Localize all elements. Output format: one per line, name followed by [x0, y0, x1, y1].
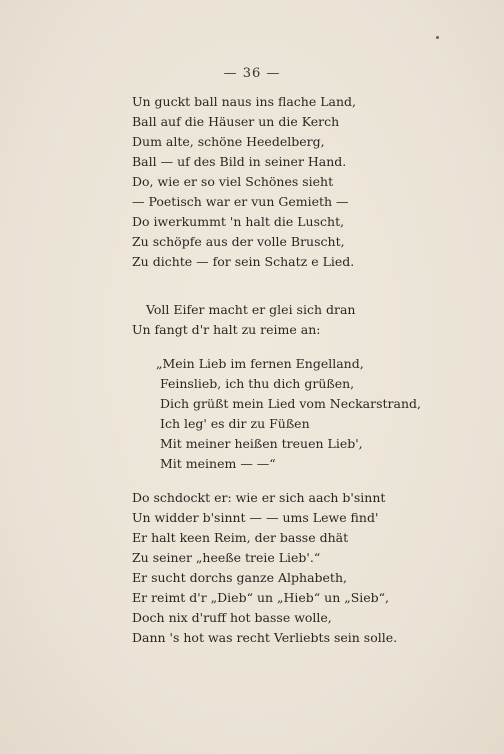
poem-line: Do iwerkummt 'n halt die Luscht, — [132, 214, 345, 229]
poem-line: Un widder b'sinnt — — ums Lewe find' — [132, 510, 379, 525]
poem-line: „Mein Lieb im fernen Engelland, — [156, 356, 364, 371]
poem-line: Un fangt d'r halt zu reime an: — [132, 322, 321, 337]
paper-speck — [436, 36, 439, 39]
poem-line: Dum alte, schöne Heedelberg, — [132, 134, 325, 149]
poem-line: — Poetisch war er vun Gemieth — — [132, 194, 349, 209]
poem-line: Ball auf die Häuser un die Kerch — [132, 114, 340, 129]
poem-line: Er sucht dorchs ganze Alphabeth, — [132, 570, 347, 585]
page-number: — 36 — — [223, 66, 281, 81]
poem-line: Dann 's hot was recht Verliebts sein solle. — [132, 630, 398, 645]
poem-line: Mit meiner heißen treuen Lieb', — [160, 436, 363, 451]
poem-line: Ich leg' es dir zu Füßen — [160, 416, 310, 431]
poem-line: Do schdockt er: wie er sich aach b'sinnt — [132, 490, 386, 505]
poem-line: Do, wie er so viel Schönes sieht — [132, 174, 334, 189]
poem-line: Er reimt d'r „Dieb“ un „Hieb“ un „Sieb“, — [132, 590, 390, 605]
poem-line: Zu seiner „heeße treie Lieb'.“ — [132, 550, 321, 565]
poem-line: Zu dichte — for sein Schatz e Lied. — [132, 254, 355, 269]
poem-line: Zu schöpfe aus der volle Bruscht, — [132, 234, 345, 249]
poem-line: Voll Eifer macht er glei sich dran — [146, 302, 356, 317]
poem-line: Mit meinem — —“ — [160, 456, 276, 471]
poem-line: Dich grüßt mein Lied vom Neckarstrand, — [160, 396, 422, 411]
poem-line: Er halt keen Reim, der basse dhät — [132, 530, 349, 545]
poem-line: Ball — uf des Bild in seiner Hand. — [132, 154, 347, 169]
poem-line: Feinslieb, ich thu dich grüßen, — [160, 376, 355, 391]
poem-line: Un guckt ball naus ins flache Land, — [132, 94, 356, 109]
poem-line: Doch nix d'ruff hot basse wolle, — [132, 610, 332, 625]
